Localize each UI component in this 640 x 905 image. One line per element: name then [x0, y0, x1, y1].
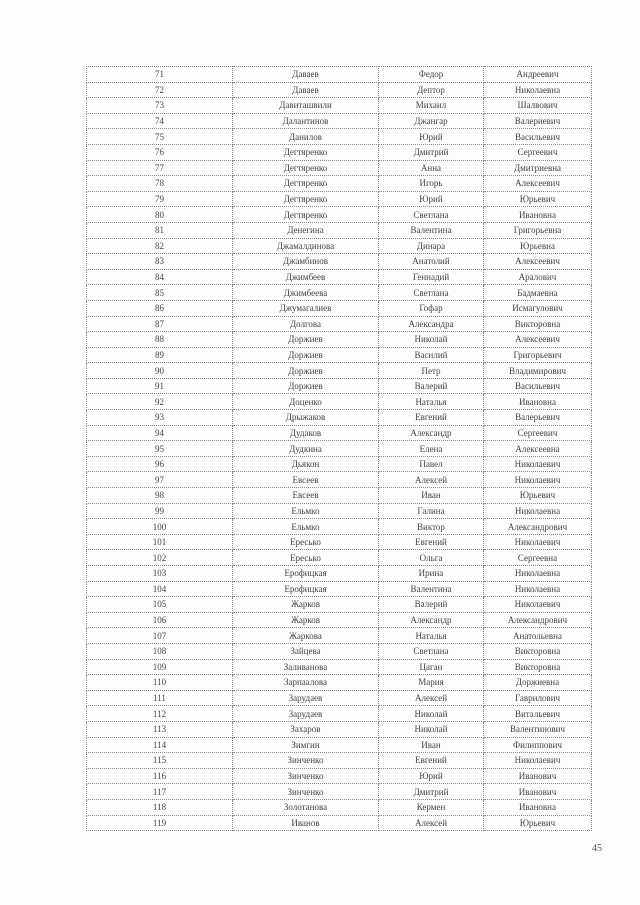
patronymic-cell: Шалвович: [484, 98, 592, 114]
table-row: [87, 332, 592, 348]
first-name-cell: Джангар: [379, 113, 484, 129]
patronymic-cell: Александрович: [484, 519, 592, 535]
last-name-cell: Данилов: [233, 129, 379, 145]
first-name-cell: Александр: [379, 425, 484, 441]
patronymic-cell: Ивановна: [484, 207, 592, 223]
table-row: [87, 98, 592, 114]
table-row: [87, 753, 592, 769]
last-name-cell: Даваев: [233, 67, 379, 83]
patronymic-cell: Николаевич: [484, 597, 592, 613]
patronymic-cell: Иванович: [484, 768, 592, 784]
patronymic-cell: Васильевич: [484, 129, 592, 145]
first-name-cell: Николай: [379, 332, 484, 348]
table-row: [87, 347, 592, 363]
table-row: [87, 456, 592, 472]
first-name-cell: Евгений: [379, 753, 484, 769]
first-name-cell: Гофар: [379, 300, 484, 316]
patronymic-cell: Юрьевич: [484, 815, 592, 831]
table-row: [87, 675, 592, 691]
table-row: [87, 363, 592, 379]
last-name-cell: Зинченко: [233, 753, 379, 769]
first-name-cell: Ольга: [379, 550, 484, 566]
patronymic-cell: Витальевич: [484, 706, 592, 722]
row-number: 103: [87, 566, 233, 582]
row-number: 114: [87, 737, 233, 753]
table-row: [87, 316, 592, 332]
row-number: 91: [87, 378, 233, 394]
table-row: [87, 394, 592, 410]
patronymic-cell: Юрьевич: [484, 488, 592, 504]
last-name-cell: Дегтяренко: [233, 176, 379, 192]
patronymic-cell: Владимирович: [484, 363, 592, 379]
last-name-cell: Даваев: [233, 82, 379, 98]
roster-body: [87, 67, 592, 831]
patronymic-cell: Алексеевич: [484, 176, 592, 192]
first-name-cell: Анатолий: [379, 254, 484, 270]
first-name-cell: Валентина: [379, 222, 484, 238]
table-row: [87, 269, 592, 285]
first-name-cell: Валерий: [379, 378, 484, 394]
patronymic-cell: Валериевич: [484, 113, 592, 129]
row-number: 99: [87, 503, 233, 519]
row-number: 106: [87, 612, 233, 628]
first-name-cell: Валерий: [379, 597, 484, 613]
first-name-cell: Юрий: [379, 191, 484, 207]
patronymic-cell: Гаврилович: [484, 690, 592, 706]
row-number: 113: [87, 721, 233, 737]
patronymic-cell: Викторовна: [484, 643, 592, 659]
row-number: 75: [87, 129, 233, 145]
table-row: [87, 784, 592, 800]
last-name-cell: Долгова: [233, 316, 379, 332]
table-row: [87, 519, 592, 535]
row-number: 83: [87, 254, 233, 270]
last-name-cell: Ересько: [233, 550, 379, 566]
row-number: 110: [87, 675, 233, 691]
patronymic-cell: Дмитриевна: [484, 160, 592, 176]
row-number: 109: [87, 659, 233, 675]
row-number: 98: [87, 488, 233, 504]
row-number: 95: [87, 441, 233, 457]
table-row: [87, 799, 592, 815]
table-row: [87, 67, 592, 83]
patronymic-cell: Аралович: [484, 269, 592, 285]
table-row: [87, 706, 592, 722]
patronymic-cell: Анатольевна: [484, 628, 592, 644]
last-name-cell: Ельмко: [233, 519, 379, 535]
row-number: 77: [87, 160, 233, 176]
patronymic-cell: Филиппович: [484, 737, 592, 753]
row-number: 100: [87, 519, 233, 535]
first-name-cell: Алексей: [379, 472, 484, 488]
row-number: 112: [87, 706, 233, 722]
first-name-cell: Виктор: [379, 519, 484, 535]
row-number: 92: [87, 394, 233, 410]
table-row: [87, 612, 592, 628]
row-number: 115: [87, 753, 233, 769]
first-name-cell: Наталья: [379, 394, 484, 410]
table-row: [87, 597, 592, 613]
table-row: [87, 160, 592, 176]
table-row: [87, 300, 592, 316]
last-name-cell: Ересько: [233, 534, 379, 550]
patronymic-cell: Николаевич: [484, 472, 592, 488]
patronymic-cell: Алексеевич: [484, 332, 592, 348]
row-number: 101: [87, 534, 233, 550]
table-row: [87, 82, 592, 98]
row-number: 87: [87, 316, 233, 332]
first-name-cell: Светлана: [379, 285, 484, 301]
first-name-cell: Юрий: [379, 768, 484, 784]
first-name-cell: Евгений: [379, 534, 484, 550]
patronymic-cell: Ивановна: [484, 394, 592, 410]
first-name-cell: Анна: [379, 160, 484, 176]
last-name-cell: Жарков: [233, 597, 379, 613]
table-row: [87, 285, 592, 301]
first-name-cell: Светлана: [379, 643, 484, 659]
last-name-cell: Зайцева: [233, 643, 379, 659]
last-name-cell: Джумагалиев: [233, 300, 379, 316]
last-name-cell: Доржиев: [233, 378, 379, 394]
table-row: [87, 176, 592, 192]
first-name-cell: Дмитрий: [379, 784, 484, 800]
patronymic-cell: Васильевич: [484, 378, 592, 394]
last-name-cell: Дегтяренко: [233, 144, 379, 160]
last-name-cell: Ерофицкая: [233, 566, 379, 582]
patronymic-cell: Николаевна: [484, 581, 592, 597]
patronymic-cell: Николаевна: [484, 566, 592, 582]
first-name-cell: Павел: [379, 456, 484, 472]
first-name-cell: Николай: [379, 706, 484, 722]
last-name-cell: Зимгин: [233, 737, 379, 753]
first-name-cell: Игорь: [379, 176, 484, 192]
last-name-cell: Евсеев: [233, 472, 379, 488]
row-number: 107: [87, 628, 233, 644]
last-name-cell: Зарудаев: [233, 690, 379, 706]
first-name-cell: Алексей: [379, 690, 484, 706]
table-row: [87, 690, 592, 706]
table-row: [87, 503, 592, 519]
last-name-cell: Дегтяренко: [233, 191, 379, 207]
row-number: 89: [87, 347, 233, 363]
row-number: 85: [87, 285, 233, 301]
last-name-cell: Дрыжаков: [233, 410, 379, 426]
patronymic-cell: Андреевич: [484, 67, 592, 83]
row-number: 82: [87, 238, 233, 254]
last-name-cell: Дегтяренко: [233, 160, 379, 176]
row-number: 105: [87, 597, 233, 613]
row-number: 84: [87, 269, 233, 285]
table-row: [87, 207, 592, 223]
row-number: 71: [87, 67, 233, 83]
last-name-cell: Джимбеева: [233, 285, 379, 301]
patronymic-cell: Бадмаевна: [484, 285, 592, 301]
table-row: [87, 550, 592, 566]
first-name-cell: Василий: [379, 347, 484, 363]
last-name-cell: Иванов: [233, 815, 379, 831]
first-name-cell: Наталья: [379, 628, 484, 644]
last-name-cell: Зинченко: [233, 768, 379, 784]
row-number: 93: [87, 410, 233, 426]
row-number: 94: [87, 425, 233, 441]
first-name-cell: Петр: [379, 363, 484, 379]
table-row: [87, 737, 592, 753]
first-name-cell: Иван: [379, 488, 484, 504]
table-row: [87, 488, 592, 504]
row-number: 79: [87, 191, 233, 207]
patronymic-cell: Валентинович: [484, 721, 592, 737]
row-number: 80: [87, 207, 233, 223]
last-name-cell: Ерофицкая: [233, 581, 379, 597]
row-number: 74: [87, 113, 233, 129]
last-name-cell: Заливанова: [233, 659, 379, 675]
patronymic-cell: Юрьевна: [484, 238, 592, 254]
patronymic-cell: Николаевич: [484, 753, 592, 769]
table-row: [87, 643, 592, 659]
row-number: 78: [87, 176, 233, 192]
patronymic-cell: Николаевна: [484, 82, 592, 98]
first-name-cell: Алексей: [379, 815, 484, 831]
last-name-cell: Далантинов: [233, 113, 379, 129]
patronymic-cell: Юрьевич: [484, 191, 592, 207]
row-number: 118: [87, 799, 233, 815]
last-name-cell: Зинченко: [233, 784, 379, 800]
patronymic-cell: Николаевич: [484, 534, 592, 550]
row-number: 76: [87, 144, 233, 160]
first-name-cell: Юрий: [379, 129, 484, 145]
first-name-cell: Дмитрий: [379, 144, 484, 160]
last-name-cell: Джимбеев: [233, 269, 379, 285]
table-row: [87, 425, 592, 441]
last-name-cell: Жаркова: [233, 628, 379, 644]
patronymic-cell: Алексеевич: [484, 254, 592, 270]
first-name-cell: Геннадий: [379, 269, 484, 285]
first-name-cell: Николай: [379, 721, 484, 737]
first-name-cell: Динара: [379, 238, 484, 254]
table-row: [87, 659, 592, 675]
row-number: 90: [87, 363, 233, 379]
last-name-cell: Дегтяренко: [233, 207, 379, 223]
first-name-cell: Цаган: [379, 659, 484, 675]
table-row: [87, 768, 592, 784]
patronymic-cell: Александрович: [484, 612, 592, 628]
patronymic-cell: Викторовна: [484, 659, 592, 675]
first-name-cell: Александра: [379, 316, 484, 332]
first-name-cell: Федор: [379, 67, 484, 83]
table-row: [87, 472, 592, 488]
patronymic-cell: Сергеевич: [484, 425, 592, 441]
row-number: 111: [87, 690, 233, 706]
row-number: 73: [87, 98, 233, 114]
patronymic-cell: Григорьевич: [484, 347, 592, 363]
first-name-cell: Светлана: [379, 207, 484, 223]
table-row: [87, 534, 592, 550]
table-row: [87, 721, 592, 737]
patronymic-cell: Николаевич: [484, 456, 592, 472]
table-row: [87, 238, 592, 254]
patronymic-cell: Сергеевич: [484, 144, 592, 160]
row-number: 119: [87, 815, 233, 831]
roster-table: [86, 66, 592, 831]
first-name-cell: Ирина: [379, 566, 484, 582]
row-number: 102: [87, 550, 233, 566]
row-number: 97: [87, 472, 233, 488]
first-name-cell: Галина: [379, 503, 484, 519]
patronymic-cell: Викторовна: [484, 316, 592, 332]
row-number: 81: [87, 222, 233, 238]
row-number: 104: [87, 581, 233, 597]
first-name-cell: Мария: [379, 675, 484, 691]
row-number: 108: [87, 643, 233, 659]
patronymic-cell: Ивановна: [484, 799, 592, 815]
last-name-cell: Зарудаев: [233, 706, 379, 722]
table-row: [87, 113, 592, 129]
table-row: [87, 581, 592, 597]
first-name-cell: Валентина: [379, 581, 484, 597]
patronymic-cell: Николаевна: [484, 503, 592, 519]
last-name-cell: Дьякон: [233, 456, 379, 472]
table-row: [87, 410, 592, 426]
table-row: [87, 254, 592, 270]
last-name-cell: Зарпаалова: [233, 675, 379, 691]
last-name-cell: Захаров: [233, 721, 379, 737]
last-name-cell: Давиташвили: [233, 98, 379, 114]
last-name-cell: Золотанова: [233, 799, 379, 815]
patronymic-cell: Валерьевич: [484, 410, 592, 426]
row-number: 72: [87, 82, 233, 98]
table-row: [87, 222, 592, 238]
last-name-cell: Дудаков: [233, 425, 379, 441]
row-number: 96: [87, 456, 233, 472]
table-row: [87, 378, 592, 394]
row-number: 86: [87, 300, 233, 316]
last-name-cell: Доржиев: [233, 363, 379, 379]
row-number: 116: [87, 768, 233, 784]
last-name-cell: Доржиев: [233, 332, 379, 348]
table-row: [87, 441, 592, 457]
last-name-cell: Джамалдинова: [233, 238, 379, 254]
first-name-cell: Евгений: [379, 410, 484, 426]
table-row: [87, 628, 592, 644]
last-name-cell: Дудкина: [233, 441, 379, 457]
page-number: 45: [592, 843, 602, 854]
first-name-cell: Елена: [379, 441, 484, 457]
patronymic-cell: Григорьевна: [484, 222, 592, 238]
first-name-cell: Михаил: [379, 98, 484, 114]
table-row: [87, 191, 592, 207]
last-name-cell: Жарков: [233, 612, 379, 628]
first-name-cell: Александр: [379, 612, 484, 628]
patronymic-cell: Доржиевна: [484, 675, 592, 691]
patronymic-cell: Алексеевна: [484, 441, 592, 457]
last-name-cell: Доценко: [233, 394, 379, 410]
first-name-cell: Кермен: [379, 799, 484, 815]
table-row: [87, 144, 592, 160]
first-name-cell: Дептор: [379, 82, 484, 98]
first-name-cell: Иван: [379, 737, 484, 753]
last-name-cell: Доржиев: [233, 347, 379, 363]
last-name-cell: Ельмко: [233, 503, 379, 519]
patronymic-cell: Иванович: [484, 784, 592, 800]
table-row: [87, 129, 592, 145]
row-number: 88: [87, 332, 233, 348]
last-name-cell: Евсеев: [233, 488, 379, 504]
table-row: [87, 566, 592, 582]
last-name-cell: Джамбинов: [233, 254, 379, 270]
patronymic-cell: Исмагулович: [484, 300, 592, 316]
table-row: [87, 815, 592, 831]
last-name-cell: Денегина: [233, 222, 379, 238]
patronymic-cell: Сергеевна: [484, 550, 592, 566]
row-number: 117: [87, 784, 233, 800]
